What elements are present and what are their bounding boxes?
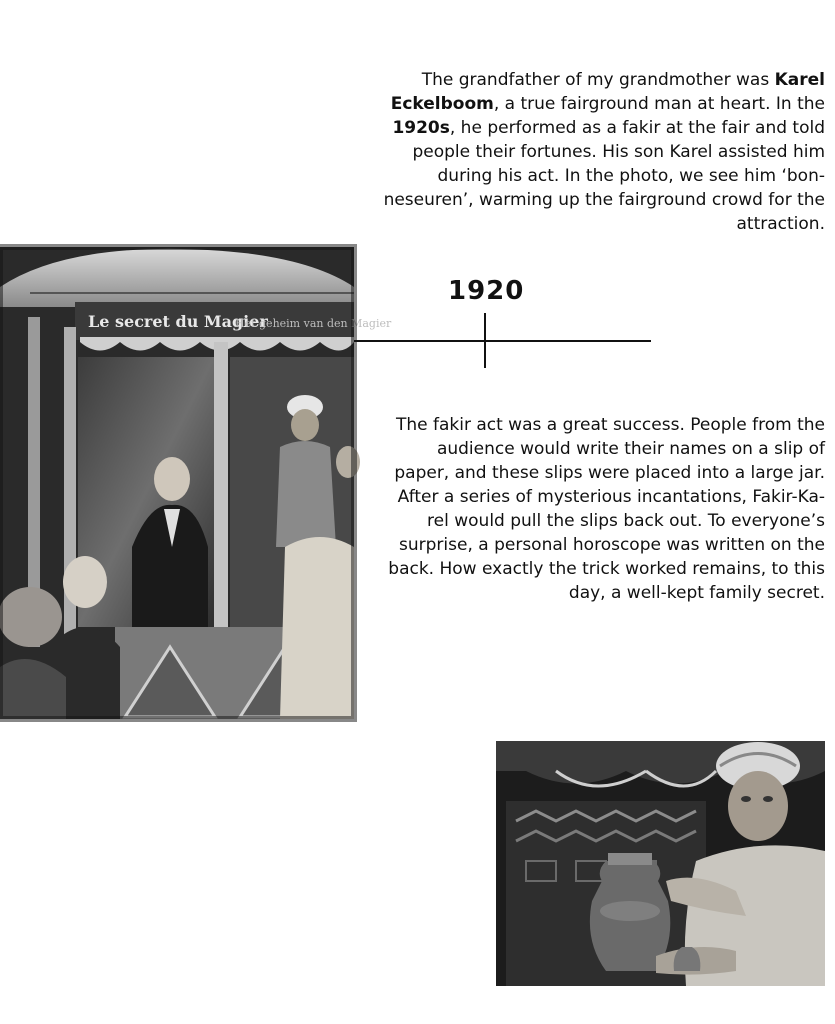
timeline-horizontal-line [354,340,651,342]
intro-text-1: The grandfather of my grandmother was [421,70,775,90]
story-paragraph: The fakir act was a great success. People from the audience would write their names on a slip of paper, and these slips were placed into a large jar. After a series of mysterious incantations, Fakir-Ka-rel would pull the slips back out. To everyone’s surprise, a personal horoscope was written on the back. How exactly the trick worked remains, to this day, a well-kept family secret. [388,415,825,603]
intro-paragraph [378,68,825,236]
timeline-tick [484,313,486,368]
sign-left-text: Le secret du Magier [88,312,268,331]
intro-name: Karel Eckelboom [390,70,825,114]
fakir-photo-drawing [496,741,825,986]
sign-right-text: Het geheim van den Magier [235,317,392,330]
fakir-photo [496,741,825,986]
intro-text-3: , he performed as a fakir at the fair and told people their fortunes. His son Karel assisted him during his act. In the photo, we see him ‘bon-neseuren’, warming up the fairground crowd for the attraction. [383,118,825,234]
timeline-year: 1920 [448,276,525,306]
booth-photo [0,247,392,719]
booth-photo-drawing [0,247,392,719]
intro-text-2: , a true fairground man at heart. In the [493,94,825,114]
intro-decade: 1920s [392,118,450,138]
